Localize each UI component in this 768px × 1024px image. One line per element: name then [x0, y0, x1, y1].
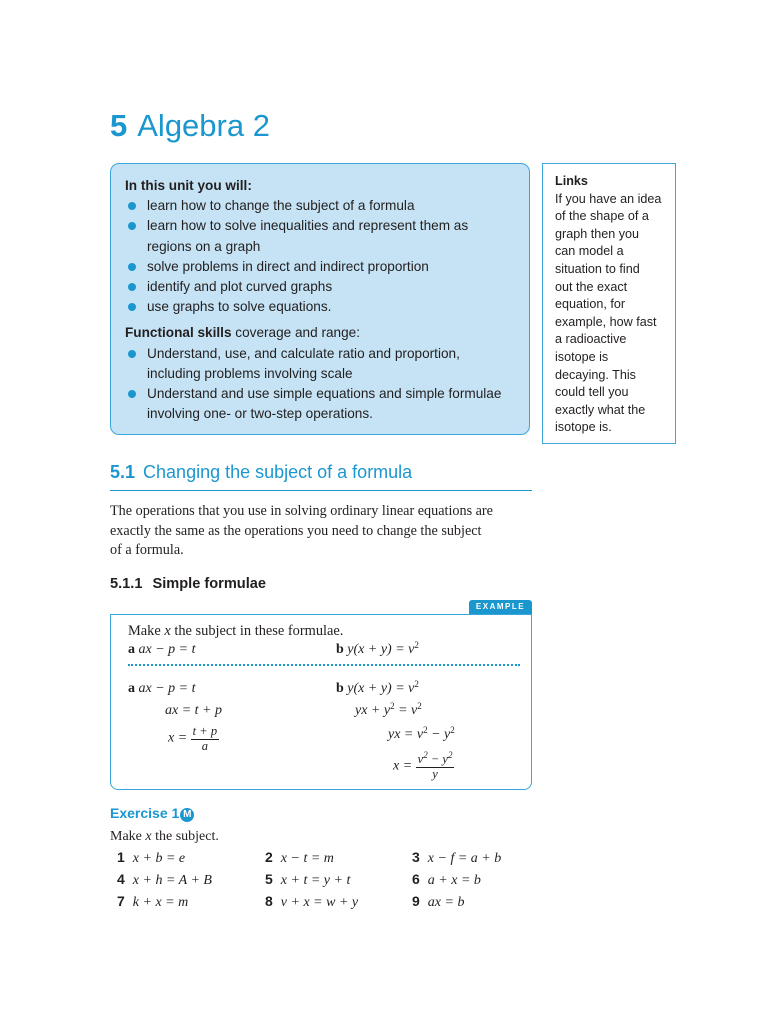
bullet-icon — [128, 222, 136, 230]
example-question-b: b $y(x + y) = v^2$ — [336, 640, 419, 657]
exercise-instruction: Make x the subject. — [110, 829, 219, 844]
list-item: learn how to solve inequalities and represent them as regions on a graph — [125, 216, 515, 256]
solution-a-line3: x = $\frac{t + p}{a}$ — [168, 724, 218, 753]
section-title: Changing the subject of a formula — [143, 462, 413, 482]
bullet-icon — [128, 263, 136, 271]
fraction: $\frac{v^2 - y^2}{y}$ — [417, 750, 453, 781]
bullet-icon — [128, 350, 136, 358]
example-question-a: a ax − p = t — [128, 642, 196, 657]
subsection-heading — [110, 576, 266, 592]
chapter-title — [110, 108, 270, 144]
solution-b-line1: b $y(x + y) = v^2$ — [336, 679, 419, 696]
example-prompt: Make x the subject in these formulae. — [128, 623, 344, 639]
section-number: 5.1 — [110, 462, 136, 482]
exercise-question: 5 x + t = y + t — [265, 871, 351, 888]
bullet-icon — [128, 283, 136, 291]
exercise-question: 4 x + h = A + B — [117, 871, 212, 888]
example-box — [110, 614, 532, 790]
chapter-number: 5 — [110, 108, 128, 143]
exercise-question: 6 a + x = b — [412, 871, 481, 888]
example-tab: EXAMPLE — [469, 600, 532, 614]
solution-b-line3: yx = $v^2 - y^2$ — [388, 725, 455, 742]
solution-a-line2: ax = t + p — [165, 703, 222, 718]
chapter-name: Algebra 2 — [137, 108, 270, 143]
functional-skills-list — [125, 344, 515, 425]
objectives-list — [125, 196, 515, 317]
bullet-icon — [128, 202, 136, 210]
example-dotted-divider — [128, 664, 520, 666]
exercise-question: 8 v + x = w + y — [265, 893, 359, 910]
mathematics-badge-icon: M — [180, 808, 194, 822]
list-item: Understand, use, and calculate ratio and proportion, including problems involving scale — [125, 344, 515, 384]
intro-paragraph: The operations that you use in solving ordinary linear equations are exactly the same as the operations you need to change the subject of a formula. — [110, 503, 493, 558]
list-item: learn how to change the subject of a formula — [125, 196, 515, 216]
list-item: use graphs to solve equations. — [125, 297, 515, 317]
subsection-number: 5.1.1 — [110, 576, 143, 592]
exercise-question: 1 x + b = e — [117, 849, 186, 866]
list-item: Understand and use simple equations and simple formulae involving one- or two-step operations. — [125, 384, 515, 424]
bullet-icon — [128, 390, 136, 398]
exercise-heading: Exercise 1 M — [110, 805, 194, 822]
list-item: identify and plot curved graphs — [125, 277, 515, 297]
bullet-icon — [128, 303, 136, 311]
list-item: solve problems in direct and indirect proportion — [125, 257, 515, 277]
unit-objectives-box — [110, 163, 530, 435]
solution-b-line2: yx + $y^2 = v^2$ — [355, 701, 422, 718]
subsection-title: Simple formulae — [152, 576, 267, 592]
solution-a-line1: a ax − p = t — [128, 681, 196, 696]
exercise-question: 3 x − f = a + b — [412, 849, 502, 866]
section-heading — [110, 462, 412, 483]
unit-box-heading: In this unit you will: — [125, 178, 252, 193]
solution-b-line4: x = $\frac{v^2 - y^2}{y}$ — [393, 750, 453, 781]
exercise-question: 9 ax = b — [412, 893, 465, 910]
fraction: $\frac{t + p}{a}$ — [192, 724, 218, 753]
section-divider — [110, 490, 532, 491]
exercise-question: 7 k + x = m — [117, 893, 189, 910]
functional-skills-heading: Functional skills coverage and range: — [125, 325, 360, 341]
exercise-question: 2 x − t = m — [265, 849, 334, 866]
links-sidebar: Links If you have an idea of the shape of a graph then you can model a situation to find out the exact equation, for example, how fast a radioactive isotope is decaying. This could tell you exactly what the isotope is. — [542, 163, 676, 444]
links-title: Links — [555, 174, 588, 188]
